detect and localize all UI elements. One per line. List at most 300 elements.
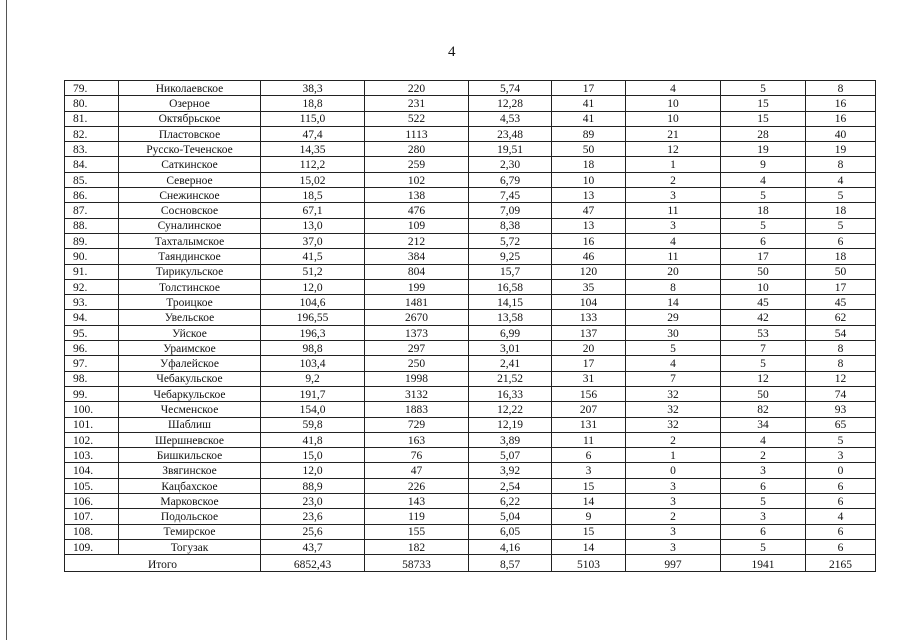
value-cell: 5 xyxy=(721,81,806,96)
value-cell: 82 xyxy=(721,402,806,417)
value-cell: 155 xyxy=(365,524,469,539)
value-cell: 138 xyxy=(365,188,469,203)
value-cell: 11 xyxy=(626,203,721,218)
value-cell: 53 xyxy=(721,325,806,340)
value-cell: 12,0 xyxy=(261,463,365,478)
locality-name-cell: Суналинское xyxy=(119,218,261,233)
value-cell: 2670 xyxy=(365,310,469,325)
value-cell: 1998 xyxy=(365,371,469,386)
value-cell: 13 xyxy=(552,188,626,203)
value-cell: 30 xyxy=(626,325,721,340)
value-cell: 15,7 xyxy=(469,264,552,279)
locality-name-cell: Таяндинское xyxy=(119,249,261,264)
value-cell: 13,0 xyxy=(261,218,365,233)
value-cell: 226 xyxy=(365,478,469,493)
locality-name-cell: Звягинское xyxy=(119,463,261,478)
value-cell: 104,6 xyxy=(261,295,365,310)
value-cell: 12 xyxy=(806,371,876,386)
locality-name-cell: Саткинское xyxy=(119,157,261,172)
value-cell: 102 xyxy=(365,172,469,187)
table-row xyxy=(65,233,876,248)
row-number-cell: 86. xyxy=(65,188,119,203)
value-cell: 4 xyxy=(721,172,806,187)
value-cell: 7,45 xyxy=(469,188,552,203)
row-number-cell: 106. xyxy=(65,494,119,509)
value-cell: 154,0 xyxy=(261,402,365,417)
value-cell: 11 xyxy=(552,432,626,447)
value-cell: 5 xyxy=(626,341,721,356)
value-cell: 8 xyxy=(806,81,876,96)
value-cell: 191,7 xyxy=(261,386,365,401)
value-cell: 41 xyxy=(552,111,626,126)
value-cell: 50 xyxy=(552,142,626,157)
locality-name-cell: Темирское xyxy=(119,524,261,539)
value-cell: 7,09 xyxy=(469,203,552,218)
table-row xyxy=(65,126,876,141)
value-cell: 3132 xyxy=(365,386,469,401)
value-cell: 14 xyxy=(552,539,626,554)
table-row xyxy=(65,249,876,264)
value-cell: 522 xyxy=(365,111,469,126)
value-cell: 9 xyxy=(552,509,626,524)
value-cell: 12 xyxy=(721,371,806,386)
value-cell: 5,04 xyxy=(469,509,552,524)
table-row xyxy=(65,188,876,203)
value-cell: 3 xyxy=(626,478,721,493)
value-cell: 104 xyxy=(552,295,626,310)
value-cell: 5 xyxy=(721,218,806,233)
locality-name-cell: Ураимское xyxy=(119,341,261,356)
row-number-cell: 92. xyxy=(65,279,119,294)
value-cell: 41,8 xyxy=(261,432,365,447)
table-row xyxy=(65,310,876,325)
value-cell: 109 xyxy=(365,218,469,233)
value-cell: 11 xyxy=(626,249,721,264)
value-cell: 18 xyxy=(721,203,806,218)
value-cell: 21 xyxy=(626,126,721,141)
total-label: Итого xyxy=(65,555,261,572)
value-cell: 54 xyxy=(806,325,876,340)
value-cell: 74 xyxy=(806,386,876,401)
value-cell: 15 xyxy=(552,478,626,493)
value-cell: 3 xyxy=(721,463,806,478)
table-row xyxy=(65,203,876,218)
value-cell: 259 xyxy=(365,157,469,172)
value-cell: 804 xyxy=(365,264,469,279)
value-cell: 14 xyxy=(626,295,721,310)
value-cell: 40 xyxy=(806,126,876,141)
value-cell: 6 xyxy=(806,524,876,539)
locality-name-cell: Уйское xyxy=(119,325,261,340)
value-cell: 23,48 xyxy=(469,126,552,141)
value-cell: 5,72 xyxy=(469,233,552,248)
value-cell: 17 xyxy=(552,356,626,371)
value-cell: 12,19 xyxy=(469,417,552,432)
total-value-cell: 5103 xyxy=(552,555,626,572)
value-cell: 67,1 xyxy=(261,203,365,218)
value-cell: 5 xyxy=(721,539,806,554)
value-cell: 88,9 xyxy=(261,478,365,493)
locality-name-cell: Пластовское xyxy=(119,126,261,141)
value-cell: 15 xyxy=(552,524,626,539)
value-cell: 35 xyxy=(552,279,626,294)
value-cell: 15,0 xyxy=(261,448,365,463)
table-row xyxy=(65,494,876,509)
value-cell: 25,6 xyxy=(261,524,365,539)
total-value-cell: 58733 xyxy=(365,555,469,572)
row-number-cell: 79. xyxy=(65,81,119,96)
value-cell: 4,53 xyxy=(469,111,552,126)
value-cell: 9,2 xyxy=(261,371,365,386)
row-number-cell: 103. xyxy=(65,448,119,463)
value-cell: 199 xyxy=(365,279,469,294)
row-number-cell: 84. xyxy=(65,157,119,172)
table-row xyxy=(65,478,876,493)
table-row xyxy=(65,279,876,294)
value-cell: 212 xyxy=(365,233,469,248)
value-cell: 1 xyxy=(626,448,721,463)
value-cell: 2 xyxy=(626,509,721,524)
value-cell: 196,55 xyxy=(261,310,365,325)
row-number-cell: 95. xyxy=(65,325,119,340)
table-row xyxy=(65,172,876,187)
value-cell: 32 xyxy=(626,417,721,432)
value-cell: 182 xyxy=(365,539,469,554)
value-cell: 21,52 xyxy=(469,371,552,386)
value-cell: 103,4 xyxy=(261,356,365,371)
value-cell: 8 xyxy=(806,157,876,172)
value-cell: 8 xyxy=(806,341,876,356)
locality-name-cell: Сосновское xyxy=(119,203,261,218)
page-number: 4 xyxy=(448,44,456,60)
total-value-cell: 1941 xyxy=(721,555,806,572)
value-cell: 6,79 xyxy=(469,172,552,187)
value-cell: 1113 xyxy=(365,126,469,141)
value-cell: 16 xyxy=(806,111,876,126)
row-number-cell: 101. xyxy=(65,417,119,432)
locality-name-cell: Увельское xyxy=(119,310,261,325)
row-number-cell: 94. xyxy=(65,310,119,325)
value-cell: 5 xyxy=(806,218,876,233)
value-cell: 119 xyxy=(365,509,469,524)
locality-name-cell: Шаблиш xyxy=(119,417,261,432)
value-cell: 18 xyxy=(806,249,876,264)
value-cell: 120 xyxy=(552,264,626,279)
row-number-cell: 97. xyxy=(65,356,119,371)
left-margin-rule xyxy=(6,0,7,640)
table-row xyxy=(65,81,876,96)
locality-name-cell: Снежинское xyxy=(119,188,261,203)
value-cell: 2 xyxy=(626,172,721,187)
value-cell: 1373 xyxy=(365,325,469,340)
value-cell: 42 xyxy=(721,310,806,325)
value-cell: 18 xyxy=(806,203,876,218)
value-cell: 10 xyxy=(552,172,626,187)
value-cell: 46 xyxy=(552,249,626,264)
value-cell: 115,0 xyxy=(261,111,365,126)
value-cell: 1481 xyxy=(365,295,469,310)
value-cell: 220 xyxy=(365,81,469,96)
value-cell: 12,28 xyxy=(469,96,552,111)
value-cell: 9 xyxy=(721,157,806,172)
value-cell: 297 xyxy=(365,341,469,356)
value-cell: 47 xyxy=(365,463,469,478)
locality-name-cell: Северное xyxy=(119,172,261,187)
value-cell: 17 xyxy=(721,249,806,264)
locality-name-cell: Чебакульское xyxy=(119,371,261,386)
value-cell: 6 xyxy=(721,524,806,539)
value-cell: 28 xyxy=(721,126,806,141)
value-cell: 59,8 xyxy=(261,417,365,432)
locality-name-cell: Марковское xyxy=(119,494,261,509)
table-row xyxy=(65,325,876,340)
value-cell: 4 xyxy=(721,432,806,447)
value-cell: 45 xyxy=(806,295,876,310)
value-cell: 50 xyxy=(721,264,806,279)
locality-name-cell: Николаевское xyxy=(119,81,261,96)
value-cell: 3 xyxy=(552,463,626,478)
table-row xyxy=(65,356,876,371)
value-cell: 3 xyxy=(626,494,721,509)
value-cell: 62 xyxy=(806,310,876,325)
value-cell: 41,5 xyxy=(261,249,365,264)
value-cell: 19,51 xyxy=(469,142,552,157)
row-number-cell: 89. xyxy=(65,233,119,248)
value-cell: 729 xyxy=(365,417,469,432)
value-cell: 3 xyxy=(721,509,806,524)
value-cell: 2,41 xyxy=(469,356,552,371)
value-cell: 5,07 xyxy=(469,448,552,463)
value-cell: 196,3 xyxy=(261,325,365,340)
value-cell: 3 xyxy=(626,539,721,554)
value-cell: 5 xyxy=(806,188,876,203)
value-cell: 3 xyxy=(626,188,721,203)
value-cell: 6,22 xyxy=(469,494,552,509)
table-row xyxy=(65,264,876,279)
row-number-cell: 105. xyxy=(65,478,119,493)
value-cell: 8 xyxy=(626,279,721,294)
table-row xyxy=(65,463,876,478)
value-cell: 4 xyxy=(806,172,876,187)
row-number-cell: 85. xyxy=(65,172,119,187)
value-cell: 16 xyxy=(552,233,626,248)
table-row xyxy=(65,524,876,539)
value-cell: 18,8 xyxy=(261,96,365,111)
value-cell: 4 xyxy=(626,233,721,248)
value-cell: 17 xyxy=(552,81,626,96)
total-row xyxy=(65,555,876,572)
table-row xyxy=(65,539,876,554)
row-number-cell: 91. xyxy=(65,264,119,279)
row-number-cell: 99. xyxy=(65,386,119,401)
table-row xyxy=(65,218,876,233)
locality-name-cell: Бишкильское xyxy=(119,448,261,463)
value-cell: 16,33 xyxy=(469,386,552,401)
value-cell: 4 xyxy=(806,509,876,524)
value-cell: 280 xyxy=(365,142,469,157)
row-number-cell: 96. xyxy=(65,341,119,356)
row-number-cell: 93. xyxy=(65,295,119,310)
value-cell: 47 xyxy=(552,203,626,218)
value-cell: 16,58 xyxy=(469,279,552,294)
value-cell: 3,01 xyxy=(469,341,552,356)
locality-name-cell: Октябрьское xyxy=(119,111,261,126)
table-row xyxy=(65,402,876,417)
row-number-cell: 107. xyxy=(65,509,119,524)
locality-name-cell: Русско-Теченское xyxy=(119,142,261,157)
table-row xyxy=(65,371,876,386)
total-value-cell: 2165 xyxy=(806,555,876,572)
locality-name-cell: Кацбахское xyxy=(119,478,261,493)
value-cell: 8 xyxy=(806,356,876,371)
value-cell: 8,38 xyxy=(469,218,552,233)
table-row xyxy=(65,432,876,447)
value-cell: 6,05 xyxy=(469,524,552,539)
value-cell: 23,6 xyxy=(261,509,365,524)
value-cell: 6 xyxy=(806,494,876,509)
value-cell: 29 xyxy=(626,310,721,325)
value-cell: 6 xyxy=(806,478,876,493)
value-cell: 10 xyxy=(626,111,721,126)
value-cell: 50 xyxy=(721,386,806,401)
table-row xyxy=(65,509,876,524)
value-cell: 12,0 xyxy=(261,279,365,294)
value-cell: 50 xyxy=(806,264,876,279)
value-cell: 7 xyxy=(626,371,721,386)
value-cell: 15 xyxy=(721,111,806,126)
value-cell: 18,5 xyxy=(261,188,365,203)
value-cell: 207 xyxy=(552,402,626,417)
table-body xyxy=(65,81,876,572)
value-cell: 5 xyxy=(806,432,876,447)
row-number-cell: 80. xyxy=(65,96,119,111)
row-number-cell: 81. xyxy=(65,111,119,126)
value-cell: 4,16 xyxy=(469,539,552,554)
value-cell: 2,30 xyxy=(469,157,552,172)
total-value-cell: 997 xyxy=(626,555,721,572)
value-cell: 112,2 xyxy=(261,157,365,172)
value-cell: 3 xyxy=(806,448,876,463)
value-cell: 89 xyxy=(552,126,626,141)
value-cell: 133 xyxy=(552,310,626,325)
value-cell: 3 xyxy=(626,218,721,233)
value-cell: 98,8 xyxy=(261,341,365,356)
table-row xyxy=(65,341,876,356)
value-cell: 2 xyxy=(721,448,806,463)
table-row xyxy=(65,448,876,463)
lakes-table xyxy=(64,80,876,572)
row-number-cell: 87. xyxy=(65,203,119,218)
value-cell: 5 xyxy=(721,188,806,203)
value-cell: 3,92 xyxy=(469,463,552,478)
value-cell: 2,54 xyxy=(469,478,552,493)
value-cell: 5 xyxy=(721,356,806,371)
value-cell: 14 xyxy=(552,494,626,509)
row-number-cell: 90. xyxy=(65,249,119,264)
value-cell: 43,7 xyxy=(261,539,365,554)
locality-name-cell: Уфалейское xyxy=(119,356,261,371)
total-value-cell: 6852,43 xyxy=(261,555,365,572)
row-number-cell: 108. xyxy=(65,524,119,539)
value-cell: 3 xyxy=(626,524,721,539)
value-cell: 14,35 xyxy=(261,142,365,157)
table-row xyxy=(65,417,876,432)
value-cell: 5 xyxy=(721,494,806,509)
value-cell: 19 xyxy=(721,142,806,157)
value-cell: 13,58 xyxy=(469,310,552,325)
locality-name-cell: Озерное xyxy=(119,96,261,111)
value-cell: 250 xyxy=(365,356,469,371)
row-number-cell: 109. xyxy=(65,539,119,554)
table-row xyxy=(65,142,876,157)
locality-name-cell: Тахталымское xyxy=(119,233,261,248)
value-cell: 9,25 xyxy=(469,249,552,264)
table-row xyxy=(65,295,876,310)
value-cell: 12 xyxy=(626,142,721,157)
table-row xyxy=(65,157,876,172)
locality-name-cell: Подольское xyxy=(119,509,261,524)
value-cell: 13 xyxy=(552,218,626,233)
locality-name-cell: Тогузак xyxy=(119,539,261,554)
value-cell: 20 xyxy=(552,341,626,356)
total-value-cell: 8,57 xyxy=(469,555,552,572)
value-cell: 6 xyxy=(806,539,876,554)
row-number-cell: 82. xyxy=(65,126,119,141)
value-cell: 17 xyxy=(806,279,876,294)
value-cell: 47,4 xyxy=(261,126,365,141)
value-cell: 20 xyxy=(626,264,721,279)
value-cell: 476 xyxy=(365,203,469,218)
value-cell: 31 xyxy=(552,371,626,386)
value-cell: 14,15 xyxy=(469,295,552,310)
value-cell: 10 xyxy=(626,96,721,111)
value-cell: 156 xyxy=(552,386,626,401)
value-cell: 0 xyxy=(806,463,876,478)
locality-name-cell: Тирикульское xyxy=(119,264,261,279)
row-number-cell: 88. xyxy=(65,218,119,233)
value-cell: 10 xyxy=(721,279,806,294)
value-cell: 41 xyxy=(552,96,626,111)
value-cell: 384 xyxy=(365,249,469,264)
value-cell: 12,22 xyxy=(469,402,552,417)
row-number-cell: 102. xyxy=(65,432,119,447)
value-cell: 65 xyxy=(806,417,876,432)
value-cell: 4 xyxy=(626,81,721,96)
value-cell: 4 xyxy=(626,356,721,371)
locality-name-cell: Чесменское xyxy=(119,402,261,417)
value-cell: 2 xyxy=(626,432,721,447)
value-cell: 5,74 xyxy=(469,81,552,96)
table-row xyxy=(65,386,876,401)
value-cell: 76 xyxy=(365,448,469,463)
locality-name-cell: Толстинское xyxy=(119,279,261,294)
locality-name-cell: Шершневское xyxy=(119,432,261,447)
value-cell: 1883 xyxy=(365,402,469,417)
value-cell: 51,2 xyxy=(261,264,365,279)
table-row xyxy=(65,96,876,111)
value-cell: 131 xyxy=(552,417,626,432)
locality-name-cell: Троицкое xyxy=(119,295,261,310)
value-cell: 38,3 xyxy=(261,81,365,96)
value-cell: 93 xyxy=(806,402,876,417)
value-cell: 6,99 xyxy=(469,325,552,340)
value-cell: 6 xyxy=(806,233,876,248)
value-cell: 37,0 xyxy=(261,233,365,248)
value-cell: 34 xyxy=(721,417,806,432)
value-cell: 45 xyxy=(721,295,806,310)
row-number-cell: 98. xyxy=(65,371,119,386)
value-cell: 16 xyxy=(806,96,876,111)
